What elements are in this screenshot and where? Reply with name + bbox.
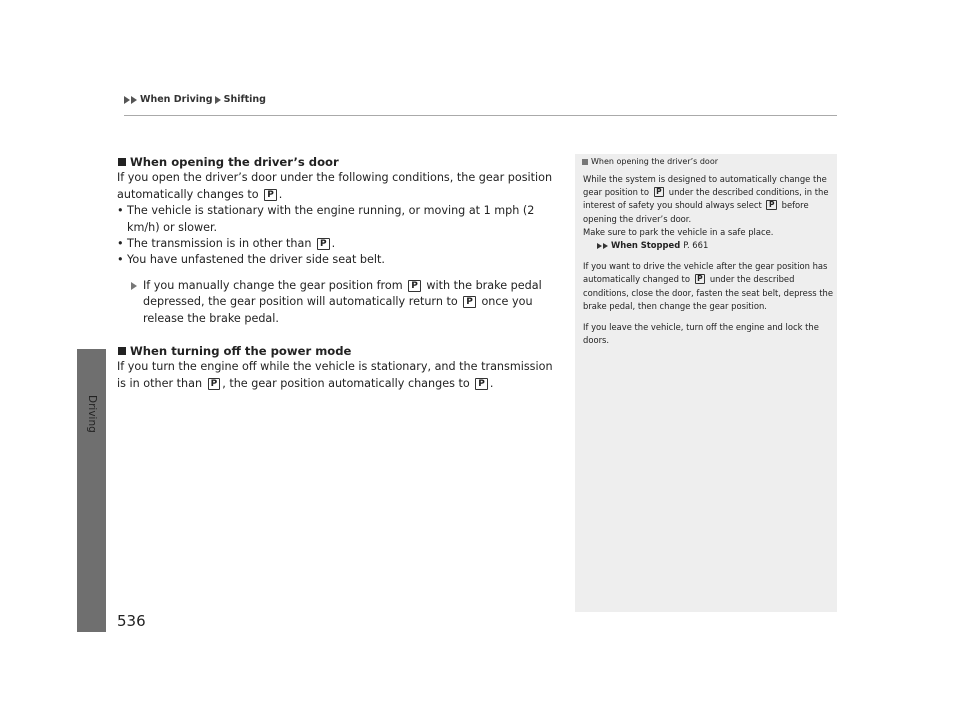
gear-p-icon: P	[208, 378, 221, 390]
gear-p-icon: P	[463, 296, 476, 308]
note-marker-icon	[582, 159, 588, 165]
section-heading-text: When opening the driver’s door	[130, 155, 339, 169]
list-item-text: The vehicle is stationary with the engine running, or moving at 1 mph (2 km/h) or slower.	[127, 204, 535, 234]
chapter-side-tab	[77, 349, 106, 632]
list-item: • You have unfastened the driver side seat belt.	[117, 253, 385, 267]
note-text-a: If you manually change the gear position from	[143, 278, 403, 292]
section2-text-a: If you turn the engine off while the vehicle is stationary, and the transmission is in other than	[117, 360, 553, 390]
gear-p-icon: P	[766, 200, 777, 210]
reference-page: P. 661	[683, 240, 709, 251]
breadcrumb-item-when-driving[interactable]: When Driving	[140, 94, 213, 105]
note-text-c: once you release the brake pedal.	[143, 295, 533, 325]
chapter-side-label: Driving	[86, 395, 98, 433]
main-content	[117, 154, 565, 392]
gear-p-icon: P	[264, 189, 277, 201]
sidebar-text: under the described conditions, in the interest of safety you should always select	[583, 187, 829, 211]
chapter-side-label-wrap	[84, 395, 100, 435]
reference-title: When Stopped	[611, 240, 681, 251]
cross-reference-link[interactable]	[583, 239, 833, 252]
breadcrumb-arrow-icon	[215, 96, 221, 104]
section-heading-drivers-door	[117, 154, 565, 170]
section2-text	[117, 359, 565, 392]
list-item-text: The transmission is in other than	[127, 237, 312, 251]
gear-p-icon: P	[654, 187, 665, 197]
intro-end: .	[278, 187, 283, 201]
sidebar-paragraph	[583, 173, 833, 226]
heading-square-icon	[118, 347, 126, 355]
list-item: • The vehicle is stationary with the engine running, or moving at 1 mph (2 km/h) or slower.	[117, 204, 535, 234]
list-item-end: .	[331, 237, 336, 251]
breadcrumb	[124, 94, 268, 105]
list-item-text: You have unfastened the driver side seat belt.	[127, 253, 385, 267]
list-item: • The transmission is in other than P .	[117, 237, 336, 251]
sidebar-text: under the described conditions, close the door, fasten the seat belt, depress the brake pedal, then change the gear position.	[583, 274, 833, 311]
breadcrumb-arrow-icon	[131, 96, 137, 104]
note-arrow-icon	[131, 282, 137, 290]
gear-p-icon: P	[317, 238, 330, 250]
sidebar-text: before opening the driver’s door.	[583, 200, 809, 224]
gear-p-icon: P	[695, 274, 706, 284]
breadcrumb-arrow-icon	[124, 96, 130, 104]
note-paragraph	[117, 278, 565, 327]
sidebar-heading-text: When opening the driver’s door	[591, 157, 719, 166]
section2-text-c: .	[489, 376, 494, 390]
page-number: 536	[117, 612, 146, 630]
sidebar-paragraph: If you leave the vehicle, turn off the engine and lock the doors.	[583, 322, 819, 346]
gear-p-icon: P	[475, 378, 488, 390]
gear-p-icon: P	[408, 280, 421, 292]
header-divider	[124, 115, 837, 116]
sidebar-text: If you want to drive the vehicle after the gear position has automatically changed to	[583, 261, 828, 285]
note-text-b: with the brake pedal depressed, the gear position will automatically return to	[143, 278, 542, 309]
section-heading-power-mode	[117, 343, 565, 359]
sidebar-paragraph	[583, 260, 833, 313]
reference-arrow-icon	[597, 243, 602, 249]
section1-intro	[117, 170, 565, 203]
sidebar-heading	[582, 157, 718, 166]
conditions-list	[117, 203, 565, 269]
sidebar-body	[583, 173, 833, 347]
sidebar-text: While the system is designed to automatically change the gear position to	[583, 174, 827, 198]
reference-arrow-icon	[603, 243, 608, 249]
sidebar-paragraph: Make sure to park the vehicle in a safe place.	[583, 226, 774, 237]
section-heading-text: When turning off the power mode	[130, 344, 352, 359]
section2-text-b: , the gear position automatically changes to	[222, 376, 470, 390]
intro-text: If you open the driver’s door under the following conditions, the gear position automatically changes to	[117, 171, 553, 201]
breadcrumb-item-shifting[interactable]: Shifting	[223, 94, 266, 105]
heading-square-icon	[118, 158, 126, 166]
